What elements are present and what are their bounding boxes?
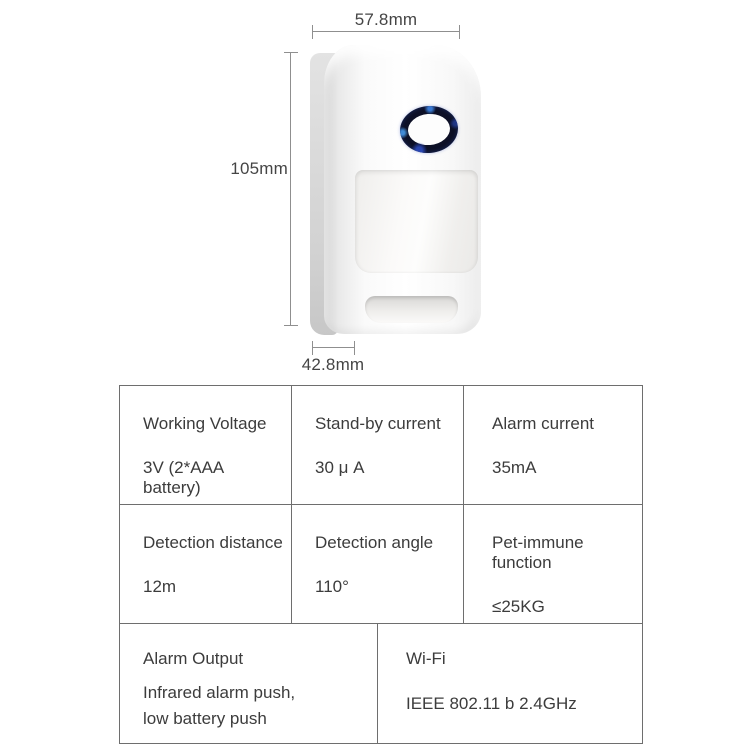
spec-cell-detection-distance <box>120 505 292 623</box>
spec-cell-alarm-output <box>120 624 378 743</box>
spec-row-output-wifi <box>120 624 642 743</box>
spec-cell-alarm-current <box>464 386 642 504</box>
depth-dimension-label: 42.8mm <box>301 355 365 374</box>
spec-value: 35mA <box>492 458 537 477</box>
spec-value: 30 μ A <box>315 458 365 477</box>
spec-cell-pet-immune <box>464 505 642 623</box>
spec-row-detection <box>120 505 642 624</box>
height-dimension-label: 105mm <box>230 159 288 178</box>
spec-label: Wi-Fi <box>406 649 446 668</box>
spec-label: Detection distance <box>143 533 283 552</box>
width-dimension-line <box>312 31 460 32</box>
spec-cell-wifi <box>378 624 642 743</box>
spec-row-power <box>120 386 642 505</box>
height-dimension-line <box>290 52 291 326</box>
spec-cell-working-voltage <box>120 386 292 504</box>
spec-value: 110° <box>315 577 349 596</box>
spec-value: Infrared alarm push, <box>143 683 296 702</box>
spec-label: Stand-by current <box>315 414 441 433</box>
spec-label: Pet-immune function <box>492 533 584 572</box>
spec-value: ≤25KG <box>492 597 545 616</box>
pir-sensor-image <box>310 45 481 335</box>
spec-label: Detection angle <box>315 533 434 552</box>
depth-dimension-line <box>312 347 355 348</box>
spec-value: 3V (2*AAA battery) <box>143 458 224 497</box>
spec-table <box>119 385 643 744</box>
width-dimension-label: 57.8mm <box>354 10 418 29</box>
fresnel-lens <box>355 170 478 273</box>
spec-cell-standby-current <box>292 386 464 504</box>
spec-label: Working Voltage <box>143 414 267 433</box>
spec-value: 12m <box>143 577 177 596</box>
spec-value: low battery push <box>143 709 267 728</box>
spec-cell-detection-angle <box>292 505 464 623</box>
spec-label: Alarm Output <box>143 649 244 668</box>
spec-label: Alarm current <box>492 414 595 433</box>
spec-value: IEEE 802.11 b 2.4GHz <box>406 694 577 713</box>
bottom-vent-slot <box>365 296 458 323</box>
